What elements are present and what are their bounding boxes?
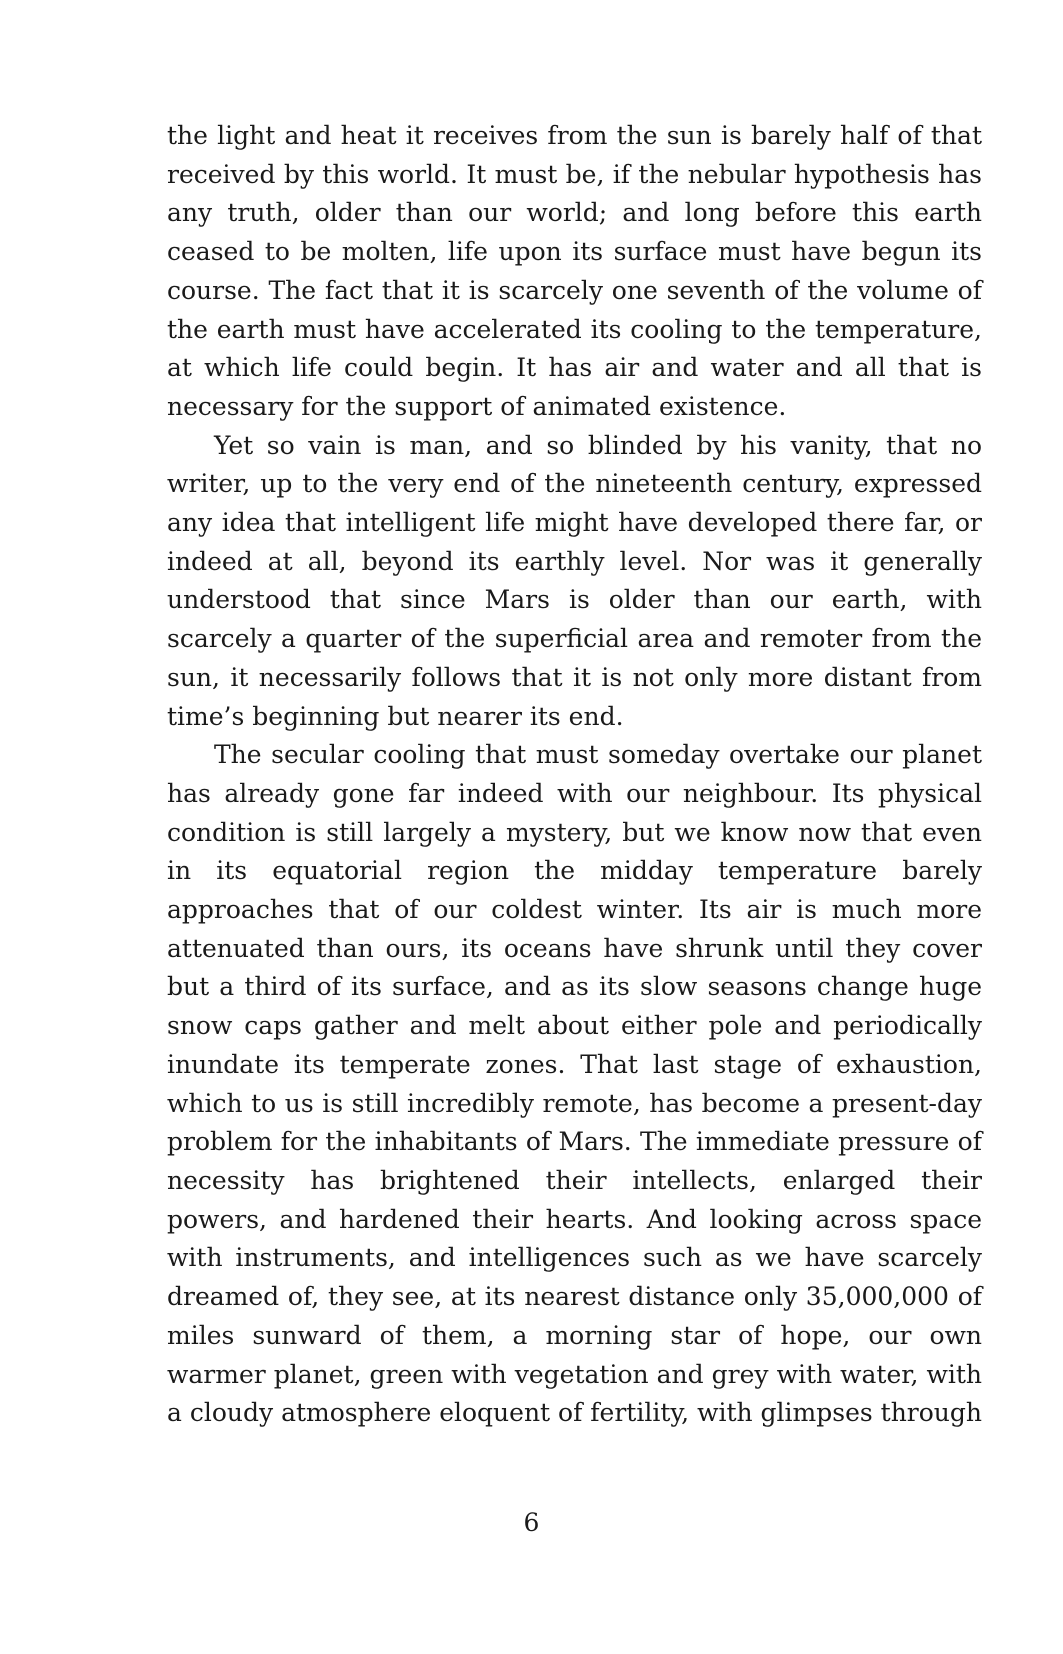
- paragraph-2: Yet so vain is man, and so blinded by his vanity, that no writer, up to the very end of the nineteenth century, expressed any idea that intelligent life might have developed there far, or indeed at all, beyond its earthly level. Nor was it generally understood that since Mars is older than our earth, with scarcely a quarter of the superficial area and remoter from the sun, it necessarily follows that it is not only more distant from time’s beginning but nearer its end.: [167, 430, 982, 731]
- body-text: [167, 117, 982, 1433]
- paragraph-3: The secular cooling that must someday overtake our planet has already gone far indeed with our neighbour. Its physical condition is still largely a mystery, but we know now that even in its equatorial region the midday temperature barely approaches that of our coldest winter. Its air is much more attenuated than ours, its oceans have shrunk until they cover but a third of its surface, and as its slow seasons change huge snow caps gather and melt about either pole and periodically inundate its temperate zones. That last stage of exhaustion, which to us is still incredibly remote, has become a present-day problem for the inhabitants of Mars. The immediate pressure of necessity has brightened their intellects, enlarged their powers, and hardened their hearts. And looking across space with instruments, and intelligences such as we have scarcely dreamed of, they see, at its nearest distance only 35,000,000 of miles sunward of them, a morning star of hope, our own warmer planet, green with vegetation and grey with water, with a cloudy atmosphere eloquent of fertility, with glimpses through: [167, 740, 983, 1428]
- page-number: 6: [523, 1508, 540, 1537]
- paragraph-1: the light and heat it receives from the sun is barely half of that received by this world. It must be, if the nebular hypothesis has any truth, older than our world; and long before this earth ceased to be molten, life upon its surface must have begun its course. The fact that it is scarcely one seventh of the volume of the earth must have accelerated its cooling to the temperature, at which life could begin. It has air and water and all that is necessary for the support of animated existence.: [167, 121, 982, 421]
